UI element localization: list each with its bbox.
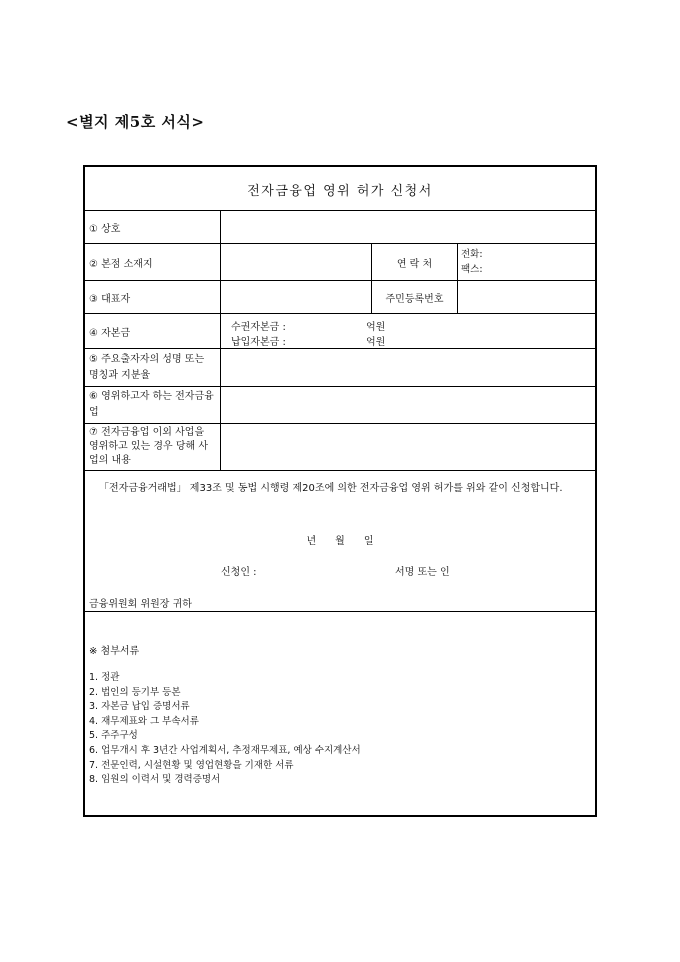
attachments-block bbox=[85, 612, 595, 815]
other-business-label: ⑦ 전자금융업 이외 사업을 영위하고 있는 경우 당해 사업의 내용 bbox=[89, 427, 208, 466]
resident-no-label-text: 주민등록번호 bbox=[385, 293, 444, 305]
capital-row bbox=[85, 314, 595, 349]
other-business-field[interactable] bbox=[220, 424, 595, 470]
major-investor-field[interactable] bbox=[220, 349, 595, 386]
contact-label-text: 연 락 처 bbox=[396, 258, 433, 270]
attachment-item: 7. 전문인력, 시설현황 및 영업현황을 기재한 서류 bbox=[89, 759, 294, 771]
head-office-field[interactable] bbox=[220, 244, 371, 280]
fax-label: 팩스: bbox=[461, 264, 483, 275]
attachment-item: 8. 임원의 이력서 및 경력증명서 bbox=[89, 774, 221, 786]
business-label: ⑥ 영위하고자 하는 전자금융업 bbox=[89, 391, 214, 418]
attachment-item: 1. 정관 bbox=[89, 672, 120, 683]
head-office-row bbox=[85, 244, 595, 281]
trade-name-field[interactable] bbox=[220, 211, 595, 243]
attachment-item: 5. 주주구성 bbox=[89, 730, 138, 742]
statement-block bbox=[85, 471, 595, 612]
date-line: 년 월 일 bbox=[306, 536, 374, 547]
trade-name-row bbox=[85, 211, 595, 244]
attachment-item: 4. 재무제표와 그 부속서류 bbox=[89, 715, 199, 727]
attachment-item: 3. 자본금 납입 증명서류 bbox=[89, 701, 190, 713]
contact-field[interactable] bbox=[457, 244, 595, 280]
other-business-row bbox=[85, 424, 595, 471]
form-caption: <별지 제5호 서식> bbox=[66, 113, 205, 131]
capital-paid-label: 납입자본금 : bbox=[231, 337, 286, 348]
attachment-item: 2. 법인의 등기부 등본 bbox=[89, 686, 181, 698]
capital-label: ④ 자본금 bbox=[89, 327, 131, 339]
head-office-label: ② 본점 소재지 bbox=[89, 258, 153, 270]
resident-no-label bbox=[371, 281, 457, 313]
major-investor-row bbox=[85, 349, 595, 387]
attachments-list bbox=[89, 671, 361, 788]
capital-paid-unit: 억원 bbox=[366, 337, 386, 348]
capital-equity-label: 수권자본금 : bbox=[231, 322, 286, 333]
trade-name-label: ① 상호 bbox=[89, 223, 121, 235]
major-investor-label: ⑤ 주요출자자의 성명 또는 명칭과 지분율 bbox=[89, 353, 205, 381]
application-form bbox=[83, 165, 597, 817]
applicant-label: 신청인 : bbox=[221, 567, 257, 578]
capital-equity-unit: 억원 bbox=[366, 322, 386, 333]
business-row bbox=[85, 387, 595, 424]
resident-no-field[interactable] bbox=[457, 281, 595, 313]
phone-label: 전화: bbox=[461, 249, 483, 260]
capital-field[interactable] bbox=[220, 314, 595, 348]
form-title: 전자금융업 영위 허가 신청서 bbox=[247, 184, 433, 199]
representative-row bbox=[85, 281, 595, 314]
representative-field[interactable] bbox=[220, 281, 371, 313]
contact-label bbox=[371, 244, 457, 280]
statement-text: 「전자금융거래법」 제33조 및 동법 시행령 제20조에 의한 전자금융업 영위 허가를 위와 같이 신청합니다. bbox=[99, 483, 563, 494]
representative-label: ③ 대표자 bbox=[89, 293, 131, 305]
attachments-heading: ※ 첨부서류 bbox=[89, 646, 140, 657]
attachment-item: 6. 업무개시 후 3년간 사업계획서, 추정재무제표, 예상 수지계산서 bbox=[89, 744, 361, 756]
business-field[interactable] bbox=[220, 387, 595, 423]
title-row bbox=[85, 167, 595, 211]
signature-label: 서명 또는 인 bbox=[395, 567, 450, 578]
addressee: 금융위원회 위원장 귀하 bbox=[89, 599, 192, 610]
